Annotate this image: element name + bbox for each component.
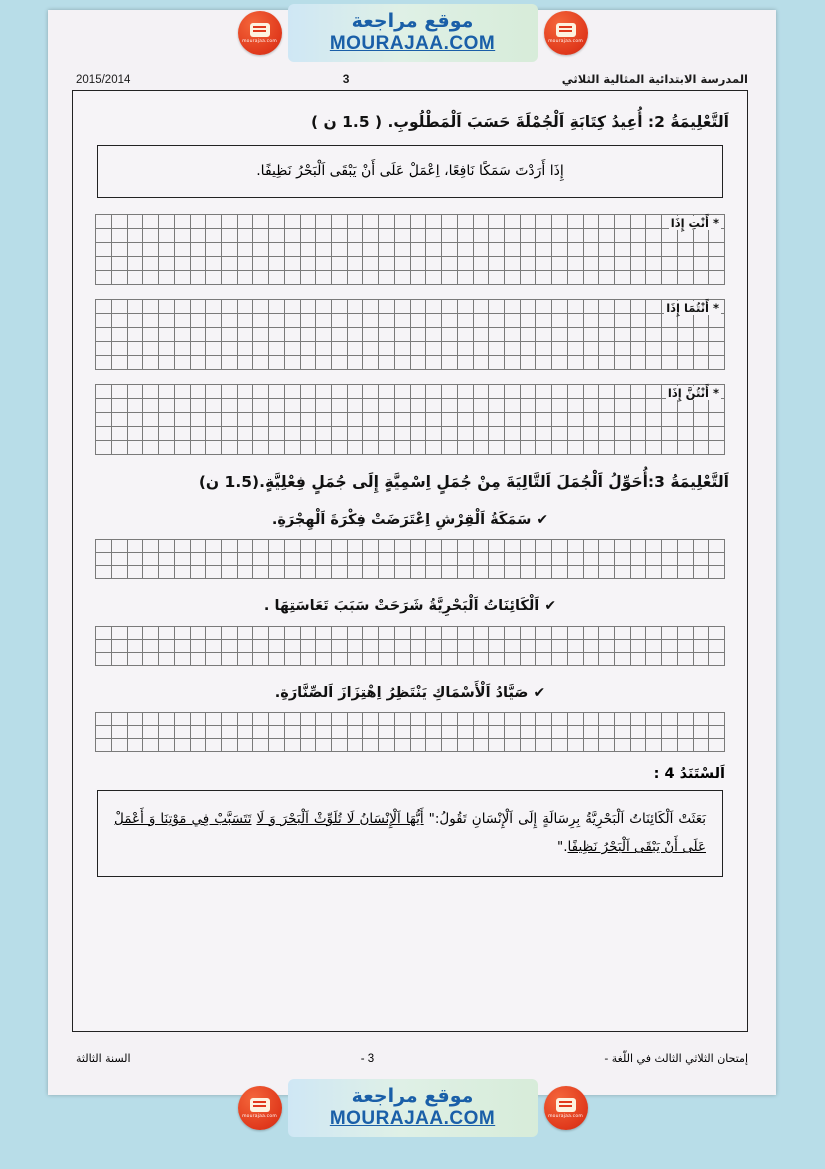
task2-answer-3-label: * أَنْتُنَّ إِذَا — [667, 385, 719, 400]
logo-chip — [250, 1098, 270, 1112]
task2-answer-2[interactable] — [95, 299, 725, 370]
writing-grid[interactable] — [95, 539, 725, 579]
watermark-site-url: MOURAJAA.COM — [329, 33, 496, 54]
task3-sentence-3 — [87, 680, 733, 706]
task3-sentence-2-text: اَلْكَائِنَاتُ اَلْبَحْرِيَّةُ شَرَحَتْ سَبَبَ تَعَاسَتِهَا . — [263, 598, 540, 615]
task2-answer-2-label: * أَنْتُمَا إِذَا — [666, 300, 719, 315]
task3-sentence-3-text: صَيَّادُ اَلْأَسْمَاكِ يَنْتَظِرُ اِهْتِزَازَ اَلصِّنَّارَةِ. — [274, 684, 529, 701]
writing-grid[interactable] — [95, 299, 725, 370]
checkmark-icon: ✔ — [544, 598, 557, 615]
task3-answer-1[interactable] — [95, 539, 725, 579]
task3-sentence-1 — [87, 507, 733, 533]
task4-title: اَلسْتَنَدُ 4 : — [653, 765, 725, 782]
scanned-worksheet-page — [48, 10, 776, 1095]
logo-label: mourajaa.com — [242, 38, 277, 44]
task3-instruction: اَلتَّعْلِيمَةُ 3:أُحَوِّلُ اَلْجُمَلَ اَلتَّالِيَةَ مِنْ جُمَلٍ اِسْمِيَّةٍ إِلَى جُمَلٍ فِعْلِيَّةٍ.(1.5 ن) — [198, 472, 729, 491]
writing-grid[interactable] — [95, 712, 725, 752]
writing-grid[interactable] — [95, 626, 725, 666]
checkmark-icon: ✔ — [536, 512, 549, 529]
logo-label: mourajaa.com — [242, 1113, 277, 1119]
task4-text-after: ." — [557, 839, 568, 856]
task3-answer-2[interactable] — [95, 626, 725, 666]
task3-sentence-2 — [87, 593, 733, 619]
checkmark-icon: ✔ — [533, 684, 546, 701]
writing-grid[interactable] — [95, 384, 725, 455]
school-year: 2015/2014 — [76, 74, 131, 86]
watermark-site-url: MOURAJAA.COM — [329, 1108, 496, 1129]
exercise-frame — [72, 90, 748, 1032]
task2-answer-1-label: * أَنْتِ إِذَا — [670, 215, 719, 230]
logo-label: mourajaa.com — [548, 38, 583, 44]
task2-answer-1[interactable] — [95, 214, 725, 285]
footer-page-number: 3 - — [360, 1053, 375, 1065]
header-page-number: 3 — [342, 72, 350, 86]
watermark-arabic-text: موقع مراجعة — [351, 1085, 474, 1108]
school-name: المدرسة الابتدائية المثالية الثلاثي — [561, 72, 748, 86]
task2-quote-box: إِذَا أَرَدْتَ سَمَكًا نَافِعًا، اِعْمَلْ عَلَى أَنْ يَبْقَى اَلْبَحْرُ نَظِيفًا. — [97, 145, 723, 198]
footer-exam-label: إمتحان الثلاثي الثالث في اللّغة - — [604, 1052, 748, 1065]
task4-text-underline-1: أَيُّهَا اَلْإِنْسَانُ لَا تُلَوِّثْ اَلْبَحْرَ وَ لَا — [256, 810, 424, 827]
task3-answer-3[interactable] — [95, 712, 725, 752]
task4-text-underline-2: تَتَسَبَّبْ فِي مَوْتِنَا وَ أَعْمَلْ عَلَى أَنْ يَبْقَى اَلْبَحْرُ نَظِيفًا — [114, 810, 706, 856]
page-header — [76, 72, 748, 86]
watermark-arabic-text: موقع مراجعة — [351, 10, 474, 33]
task4-text-before: بَعَثَتْ اَلْكَائِنَاتُ اَلْبَحْرِيَّةُ بِرِسَالَةٍ إِلَى اَلْإِنْسَانِ تَقُولُ:" — [423, 810, 706, 827]
footer-level: السنة الثالثة — [76, 1052, 131, 1065]
page-footer — [76, 1052, 748, 1065]
writing-grid[interactable] — [95, 214, 725, 285]
logo-label: mourajaa.com — [548, 1113, 583, 1119]
task2-answer-3[interactable] — [95, 384, 725, 455]
task3-sentence-1-text: سَمَكَةُ اَلْقِرْشِ اِعْتَرَضَتْ فِكْرَةَ اَلْهِجْرَةِ. — [271, 512, 532, 529]
task4-text-box — [97, 790, 723, 877]
logo-chip — [556, 1098, 576, 1112]
task2-instruction: اَلتَّعْلِيمَةُ 2: أُعِيدُ كِتَابَةِ اَلْجُمْلَةَ حَسَبَ اَلْمَطْلُوبِ. ( 1.5 ن ) — [311, 113, 729, 131]
